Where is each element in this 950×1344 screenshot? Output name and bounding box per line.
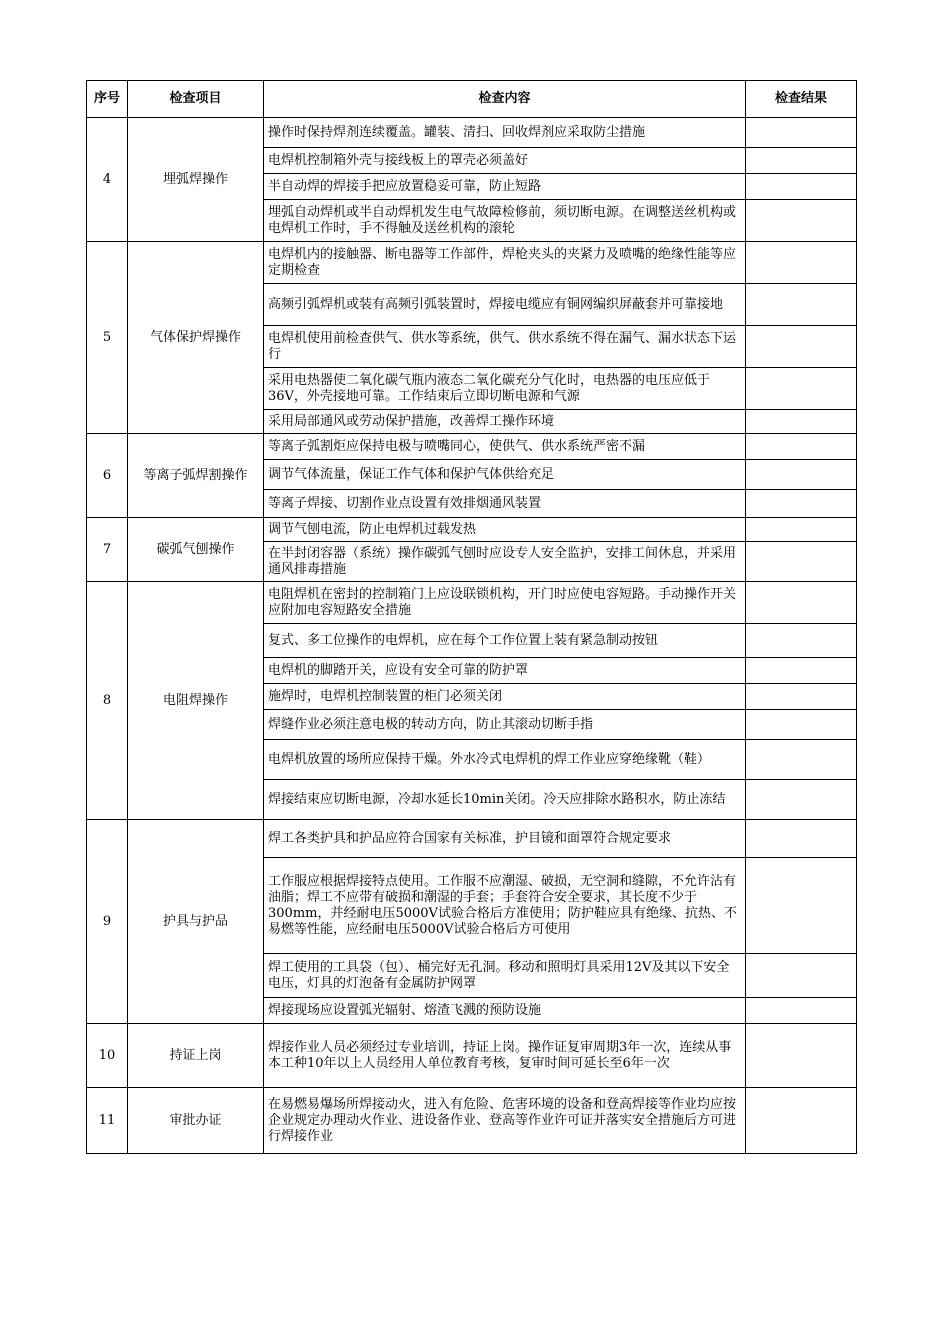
check-content: 电焊机内的接触器、断电器等工作部件，焊枪夹头的夹紧力及喷嘴的绝缘性能等应定期检查	[264, 242, 746, 284]
check-content: 电焊机放置的场所应保持干燥。外水冷式电焊机的焊工作业应穿绝缘靴（鞋）	[264, 740, 746, 780]
item-number: 5	[87, 242, 128, 434]
check-result-cell[interactable]	[746, 658, 857, 684]
check-result-cell[interactable]	[746, 582, 857, 624]
item-number: 7	[87, 518, 128, 582]
check-content: 焊接结束应切断电源，冷却水延长10min关闭。冷天应排除水路积水，防止冻结	[264, 780, 746, 820]
header-result: 检查结果	[746, 81, 857, 118]
check-content: 采用电热器使二氧化碳气瓶内液态二氧化碳充分气化时，电热器的电压应低于36V，外壳接地可靠。工作结束后立即切断电源和气源	[264, 368, 746, 410]
check-content: 调节气体流量，保证工作气体和保护气体供给充足	[264, 460, 746, 490]
check-item-name: 气体保护焊操作	[128, 242, 264, 434]
check-result-cell[interactable]	[746, 118, 857, 148]
inspection-checklist-table	[86, 80, 857, 1154]
check-result-cell[interactable]	[746, 740, 857, 780]
check-content: 等离子焊接、切割作业点设置有效排烟通风装置	[264, 490, 746, 518]
check-item-name: 电阻焊操作	[128, 582, 264, 820]
header-content: 检查内容	[264, 81, 746, 118]
check-result-cell[interactable]	[746, 410, 857, 434]
check-result-cell[interactable]	[746, 780, 857, 820]
check-result-cell[interactable]	[746, 820, 857, 858]
check-content: 电焊机的脚踏开关，应设有安全可靠的防护罩	[264, 658, 746, 684]
check-content: 电焊机控制箱外壳与接线板上的罩壳必须盖好	[264, 148, 746, 174]
check-content: 焊工各类护具和护品应符合国家有关标准，护目镜和面罩符合规定要求	[264, 820, 746, 858]
check-result-cell[interactable]	[746, 1088, 857, 1154]
check-result-cell[interactable]	[746, 174, 857, 200]
table-row	[87, 242, 857, 284]
header-row	[87, 81, 857, 118]
check-content: 半自动焊的焊接手把应放置稳妥可靠，防止短路	[264, 174, 746, 200]
item-number: 6	[87, 434, 128, 518]
check-item-name: 护具与护品	[128, 820, 264, 1024]
check-content: 埋弧自动焊机或半自动焊机发生电气故障检修前，须切断电源。在调整送丝机构或电焊机工作时，手不得触及送丝机构的滚轮	[264, 200, 746, 242]
check-item-name: 等离子弧焊割操作	[128, 434, 264, 518]
check-content: 在易燃易爆场所焊接动火，进入有危险、危害环境的设备和登高焊接等作业均应按企业规定办理动火作业、进设备作业、登高等作业许可证并落实安全措施后方可进行焊接作业	[264, 1088, 746, 1154]
check-result-cell[interactable]	[746, 460, 857, 490]
check-content: 施焊时，电焊机控制装置的柜门必须关闭	[264, 684, 746, 710]
check-result-cell[interactable]	[746, 710, 857, 740]
check-result-cell[interactable]	[746, 326, 857, 368]
table-row	[87, 1088, 857, 1154]
header-item: 检查项目	[128, 81, 264, 118]
check-content: 电阻焊机在密封的控制箱门上应设联锁机构，开门时应使电容短路。手动操作开关应附加电容短路安全措施	[264, 582, 746, 624]
table-body	[87, 118, 857, 1154]
check-content: 复式、多工位操作的电焊机，应在每个工作位置上装有紧急制动按钮	[264, 624, 746, 658]
item-number: 9	[87, 820, 128, 1024]
check-result-cell[interactable]	[746, 684, 857, 710]
table-row	[87, 518, 857, 542]
check-content: 焊工使用的工具袋（包）、桶完好无孔洞。移动和照明灯具采用12V及其以下安全电压，灯具的灯泡备有金属防护网罩	[264, 954, 746, 998]
check-content: 工作服应根据焊接特点使用。工作服不应潮湿、破损，无空洞和缝隙，不允许沾有油脂；焊工不应带有破损和潮湿的手套；手套符合安全要求，其长度不少于300mm，并经耐电压5000V试验合格后方准使用；防护鞋应具有绝缘、抗热、不易燃等性能，应经耐电压5000V试验合格后方可使用	[264, 858, 746, 954]
check-item-name: 埋弧焊操作	[128, 118, 264, 242]
header-num: 序号	[87, 81, 128, 118]
check-result-cell[interactable]	[746, 1024, 857, 1088]
check-result-cell[interactable]	[746, 368, 857, 410]
table-row	[87, 118, 857, 148]
check-content: 操作时保持焊剂连续覆盖。罐装、清扫、回收焊剂应采取防尘措施	[264, 118, 746, 148]
check-result-cell[interactable]	[746, 998, 857, 1024]
item-number: 10	[87, 1024, 128, 1088]
item-number: 11	[87, 1088, 128, 1154]
check-content: 在半封闭容器（系统）操作碳弧气刨时应设专人安全监护，安排工间休息，并采用通风排毒措施	[264, 542, 746, 582]
check-result-cell[interactable]	[746, 284, 857, 326]
item-number: 8	[87, 582, 128, 820]
check-item-name: 碳弧气刨操作	[128, 518, 264, 582]
check-content: 高频引弧焊机或装有高频引弧装置时，焊接电缆应有铜网编织屏蔽套并可靠接地	[264, 284, 746, 326]
check-result-cell[interactable]	[746, 624, 857, 658]
check-result-cell[interactable]	[746, 518, 857, 542]
table-row	[87, 820, 857, 858]
check-content: 等离子弧割炬应保持电极与喷嘴同心，使供气、供水系统严密不漏	[264, 434, 746, 460]
table-row	[87, 434, 857, 460]
check-content: 焊接作业人员必须经过专业培训，持证上岗。操作证复审周期3年一次，连续从事本工种10年以上人员经用人单位教育考核，复审时间可延长至6年一次	[264, 1024, 746, 1088]
check-content: 焊缝作业必须注意电极的转动方向，防止其滚动切断手指	[264, 710, 746, 740]
check-content: 焊接现场应设置弧光辐射、熔渣飞溅的预防设施	[264, 998, 746, 1024]
check-result-cell[interactable]	[746, 858, 857, 954]
item-number: 4	[87, 118, 128, 242]
check-result-cell[interactable]	[746, 954, 857, 998]
check-result-cell[interactable]	[746, 148, 857, 174]
table-row	[87, 1024, 857, 1088]
check-result-cell[interactable]	[746, 242, 857, 284]
check-content: 采用局部通风或劳动保护措施，改善焊工操作环境	[264, 410, 746, 434]
check-content: 电焊机使用前检查供气、供水等系统，供气、供水系统不得在漏气、漏水状态下运行	[264, 326, 746, 368]
check-result-cell[interactable]	[746, 490, 857, 518]
table-row	[87, 582, 857, 624]
check-item-name: 持证上岗	[128, 1024, 264, 1088]
check-result-cell[interactable]	[746, 542, 857, 582]
check-item-name: 审批办证	[128, 1088, 264, 1154]
check-result-cell[interactable]	[746, 200, 857, 242]
check-content: 调节气刨电流，防止电焊机过载发热	[264, 518, 746, 542]
check-result-cell[interactable]	[746, 434, 857, 460]
